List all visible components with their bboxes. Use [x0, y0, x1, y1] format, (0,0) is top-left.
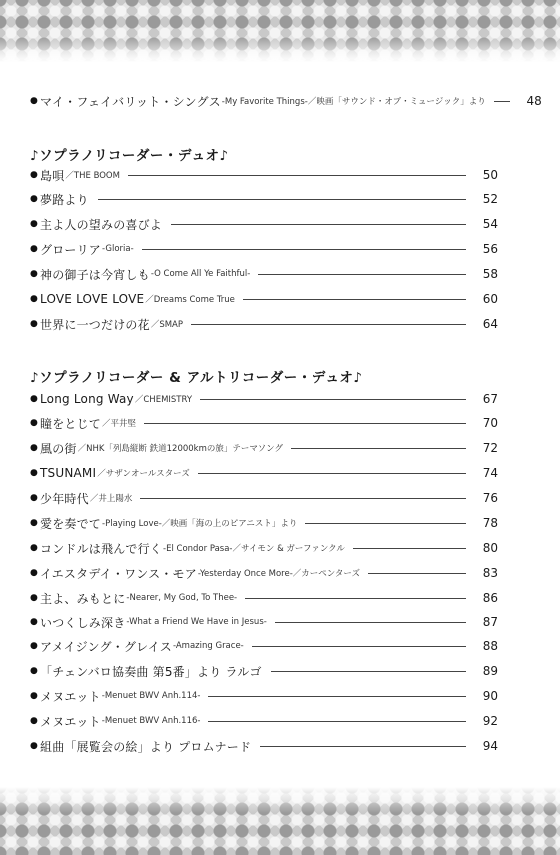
toc-entry-title: 夢路より [40, 192, 89, 207]
dot-leader [275, 622, 466, 623]
dot-leader [128, 175, 466, 176]
toc-entry-subtitle: -El Condor Pasa-／サイモン & ガーファンクル [163, 544, 345, 554]
dot-leader [98, 199, 466, 200]
dot-leader [271, 671, 466, 672]
toc-entry-page: 92 [482, 714, 498, 728]
toc-entry-title: Long Long Way [40, 392, 134, 406]
toc-entry[interactable] [30, 91, 542, 111]
toc-entry-title: メヌエット [40, 689, 101, 704]
bullet-icon: ● [30, 244, 38, 254]
toc-entry-page: 56 [482, 242, 498, 256]
dot-leader [252, 646, 466, 647]
toc-entry-page: 48 [526, 94, 542, 108]
toc-entry[interactable] [30, 661, 498, 681]
dot-leader [171, 224, 466, 225]
toc-entry-page: 80 [482, 541, 498, 555]
bullet-icon: ● [30, 691, 38, 701]
decorative-bottom-band [0, 787, 560, 855]
bullet-icon: ● [30, 96, 38, 106]
bullet-icon: ● [30, 641, 38, 651]
dot-leader [198, 473, 466, 474]
toc-entry-title: 「チェンバロ協奏曲 第5番」より ラルゴ [40, 664, 262, 679]
dot-leader [243, 299, 466, 300]
toc-entry-page: 72 [482, 441, 498, 455]
section-heading: ♪ソプラノリコーダー・デュオ♪ [30, 148, 229, 164]
toc-entry[interactable] [30, 686, 498, 706]
toc-entry-title: LOVE LOVE LOVE [40, 292, 145, 306]
decorative-top-band [0, 0, 560, 62]
toc-entry[interactable] [30, 438, 498, 458]
dot-leader [368, 573, 466, 574]
bullet-icon: ● [30, 518, 38, 528]
toc-entry-subtitle: -O Come All Ye Faithful- [150, 269, 251, 279]
toc-entry[interactable] [30, 389, 498, 409]
toc-entry-page: 60 [482, 292, 498, 306]
toc-entry[interactable] [30, 563, 498, 583]
toc-entry-title: 主よ人の望みの喜びよ [40, 217, 163, 232]
bullet-icon: ● [30, 294, 38, 304]
toc-entry-subtitle: -Amazing Grace- [172, 641, 244, 651]
toc-entry-subtitle: -My Favorite Things-／映画「サウンド・オブ・ミュージック」より [221, 97, 486, 107]
toc-entry-page: 52 [482, 192, 498, 206]
section-heading: ♪ソプラノリコーダー & アルトリコーダー・デュオ♪ [30, 370, 363, 386]
dot-leader [208, 721, 466, 722]
toc-entry-page: 78 [482, 516, 498, 530]
toc-entry-title: マイ・フェイバリット・シングス [40, 94, 221, 109]
toc-entry-page: 83 [482, 566, 498, 580]
toc-entry[interactable] [30, 538, 498, 558]
toc-entry-subtitle: -Playing Love-／映画「海の上のピアニスト」より [102, 519, 298, 529]
toc-entry[interactable] [30, 289, 498, 309]
toc-entry-page: 86 [482, 591, 498, 605]
toc-entry-subtitle: -Menuet BWV Anh.114- [101, 691, 201, 701]
toc-entry-page: 54 [482, 217, 498, 231]
toc-entry-subtitle: ／CHEMISTRY [134, 395, 193, 405]
toc-entry-page: 58 [482, 267, 498, 281]
toc-entry-subtitle: ／NHK「列島縦断 鉄道12000kmの旅」テーマソング [77, 444, 283, 454]
toc-entry-title: 神の御子は今宵しも [40, 267, 150, 282]
toc-entry[interactable] [30, 588, 498, 608]
toc-entry-title: メヌエット [40, 714, 101, 729]
bullet-icon: ● [30, 219, 38, 229]
toc-entry-title: 少年時代 [40, 491, 89, 506]
bullet-icon: ● [30, 468, 38, 478]
dot-leader [258, 274, 466, 275]
bullet-icon: ● [30, 568, 38, 578]
toc-entry[interactable] [30, 264, 498, 284]
dot-leader [260, 746, 466, 747]
bullet-icon: ● [30, 269, 38, 279]
bullet-icon: ● [30, 170, 38, 180]
bullet-icon: ● [30, 493, 38, 503]
toc-entry[interactable] [30, 413, 498, 433]
toc-entry-title: 組曲「展覧会の絵」より プロムナード [40, 739, 252, 754]
toc-entry[interactable] [30, 612, 498, 632]
dot-leader [144, 423, 466, 424]
toc-entry-page: 50 [482, 168, 498, 182]
bullet-icon: ● [30, 617, 38, 627]
toc-entry-title: 島唄 [40, 168, 65, 183]
dot-leader [140, 498, 466, 499]
toc-entry-subtitle: -Menuet BWV Anh.116- [101, 716, 201, 726]
bullet-icon: ● [30, 418, 38, 428]
toc-entry[interactable] [30, 314, 498, 334]
toc-entry-subtitle: -Gloria- [102, 244, 134, 254]
dot-leader [353, 548, 466, 549]
dot-leader [142, 249, 466, 250]
toc-entry-subtitle: ／SMAP [150, 320, 183, 330]
bullet-icon: ● [30, 194, 38, 204]
dot-leader [208, 696, 466, 697]
bullet-icon: ● [30, 543, 38, 553]
bullet-icon: ● [30, 593, 38, 603]
toc-entry-page: 76 [482, 491, 498, 505]
toc-entry[interactable] [30, 711, 498, 731]
toc-entry-title: 風の街 [40, 441, 77, 456]
toc-entry[interactable] [30, 736, 498, 756]
toc-entry-title: アメイジング・グレイス [40, 639, 172, 654]
toc-entry[interactable] [30, 636, 498, 656]
dot-leader [191, 324, 466, 325]
toc-entry-subtitle: ／Dreams Come True [145, 295, 235, 305]
dot-leader [494, 101, 510, 102]
toc-entry-subtitle: ／サザンオールスターズ [97, 469, 190, 479]
dot-leader [200, 399, 466, 400]
toc-entry[interactable] [30, 189, 498, 209]
dot-leader [291, 448, 466, 449]
dot-leader [245, 598, 466, 599]
toc-entry[interactable] [30, 165, 498, 185]
toc-entry-subtitle: -What a Friend We Have in Jesus- [126, 617, 267, 627]
toc-entry-title: いつくしみ深き [40, 615, 126, 630]
toc-entry-title: コンドルは飛んで行く [40, 541, 163, 556]
toc-entry-page: 74 [482, 466, 498, 480]
toc-entry-subtitle: ／井上陽水 [89, 494, 133, 504]
toc-entry-title: グローリア [40, 242, 102, 257]
toc-entry-subtitle: -Yesterday Once More-／カーペンターズ [197, 569, 361, 579]
toc-entry-title: TSUNAMI [40, 466, 97, 480]
bullet-icon: ● [30, 741, 38, 751]
toc-entry-title: イエスタデイ・ワンス・モア [40, 566, 197, 581]
toc-entry[interactable] [30, 463, 498, 483]
toc-entry-page: 64 [482, 317, 498, 331]
toc-entry[interactable] [30, 488, 498, 508]
toc-entry-page: 89 [482, 664, 498, 678]
toc-entry-title: 世界に一つだけの花 [40, 317, 150, 332]
toc-entry-subtitle: -Nearer, My God, To Thee- [126, 593, 238, 603]
bullet-icon: ● [30, 443, 38, 453]
toc-entry-title: 瞳をとじて [40, 416, 102, 431]
bullet-icon: ● [30, 319, 38, 329]
toc-entry-page: 70 [482, 416, 498, 430]
bullet-icon: ● [30, 716, 38, 726]
toc-entry-page: 94 [482, 739, 498, 753]
dot-leader [305, 523, 466, 524]
bullet-icon: ● [30, 666, 38, 676]
toc-entry-title: 主よ、みもとに [40, 591, 126, 606]
toc-entry-page: 87 [482, 615, 498, 629]
toc-entry-subtitle: ／平井堅 [102, 419, 137, 429]
toc-entry-page: 90 [482, 689, 498, 703]
toc-entry-title: 愛を奏でて [40, 516, 102, 531]
bullet-icon: ● [30, 394, 38, 404]
toc-entry-subtitle: ／THE BOOM [65, 171, 120, 181]
toc-entry[interactable] [30, 239, 498, 259]
toc-entry[interactable] [30, 214, 498, 234]
toc-entry-page: 88 [482, 639, 498, 653]
toc-entry-page: 67 [482, 392, 498, 406]
toc-entry[interactable] [30, 513, 498, 533]
